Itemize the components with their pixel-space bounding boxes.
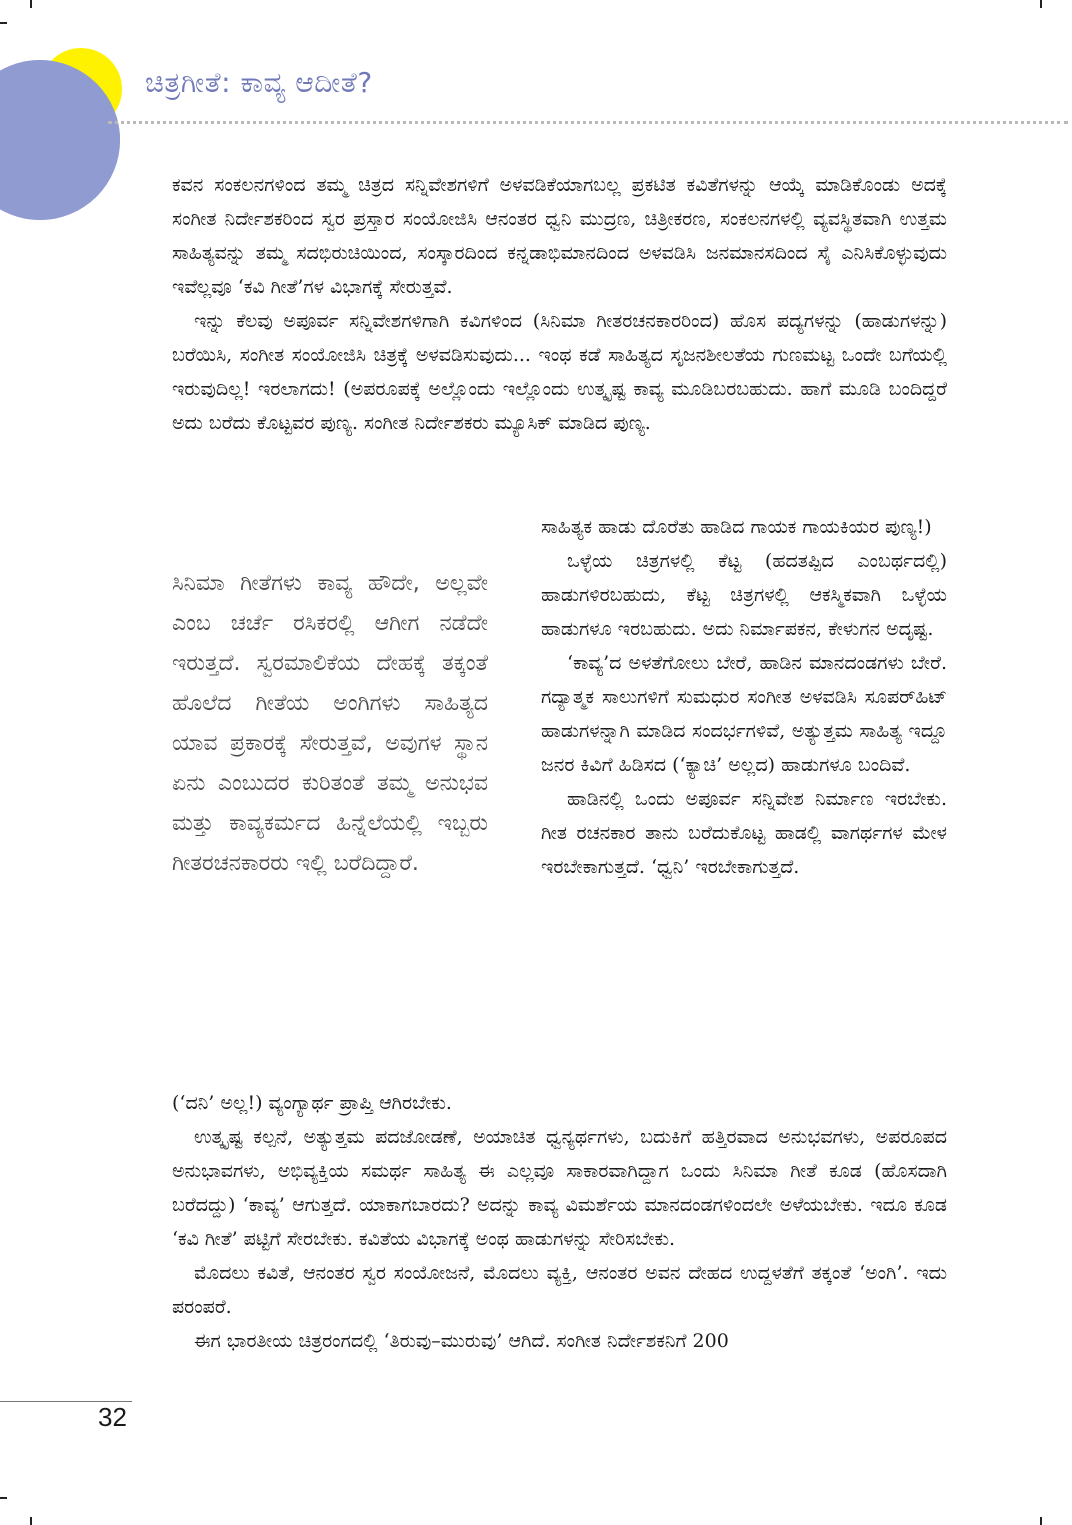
paragraph: ಒಳ್ಳೆಯ ಚಿತ್ರಗಳಲ್ಲಿ ಕೆಟ್ಟ (ಹದತಪ್ಪಿದ ಎಂಬರ್ಥದಲ್ಲಿ) ಹಾಡುಗಳಿರಬಹುದು, ಕೆಟ್ಟ ಚಿತ್ರಗಳಲ್ಲಿ ಆಕಸ್ಮಿಕವಾಗಿ ಒಳ್ಳೆಯ ಹಾಡುಗಳೂ ಇರಬಹುದು. ಅದು ನಿರ್ಮಾಪಕನ, ಕೇಳುಗನ ಅದೃಷ್ಟ. [541, 550, 947, 640]
dotted-divider [108, 121, 1068, 124]
paragraph: ‘ಕಾವ್ಯ’ದ ಅಳತೆಗೋಲು ಬೇರೆ, ಹಾಡಿನ ಮಾನದಂಡಗಳು ಬೇರೆ. ಗದ್ಯಾತ್ಮಕ ಸಾಲುಗಳಿಗೆ ಸುಮಧುರ ಸಂಗೀತ ಅಳವಡಿಸಿ ಸೂಪರ್‌ಹಿಟ್ ಹಾಡುಗಳನ್ನಾಗಿ ಮಾಡಿದ ಸಂದರ್ಭಗಳಿವೆ, ಅತ್ಯುತ್ತಮ ಸಾಹಿತ್ಯ ಇದ್ದೂ ಜನರ ಕಿವಿಗೆ ಹಿಡಿಸದ (‘ಕ್ಯಾಚಿ’ ಅಲ್ಲದ) ಹಾಡುಗಳೂ ಬಂದಿವೆ. [541, 652, 947, 776]
paragraph: ಹಾಡಿನಲ್ಲಿ ಒಂದು ಅಪೂರ್ವ ಸನ್ನಿವೇಶ ನಿರ್ಮಾಣ ಇರಬೇಕು. ಗೀತ ರಚನಕಾರ ತಾನು ಬರೆದುಕೊಟ್ಟ ಹಾಡಲ್ಲಿ ವಾಗರ್ಥಗಳ ಮೇಳ ಇರಬೇಕಾಗುತ್ತದೆ. ‘ಧ್ವನಿ’ ಇರಬೇಕಾಗುತ್ತದೆ. [541, 788, 947, 878]
crop-mark [30, 1517, 32, 1525]
crop-mark [0, 1497, 7, 1499]
paragraph: ಉತ್ಕೃಷ್ಟ ಕಲ್ಪನೆ, ಅತ್ಯುತ್ತಮ ಪದಜೋಡಣೆ, ಅಯಾಚಿತ ಧ್ವನ್ಯರ್ಥಗಳು, ಬದುಕಿಗೆ ಹತ್ತಿರವಾದ ಅನುಭವಗಳು, ಅಪರೂಪದ ಅನುಭಾವಗಳು, ಅಭಿವ್ಯಕ್ತಿಯ ಸಮರ್ಥ ಸಾಹಿತ್ಯ ಈ ಎಲ್ಲವೂ ಸಾಕಾರವಾಗಿದ್ದಾಗ ಒಂದು ಸಿನಿಮಾ ಗೀತೆ ಕೂಡ (ಹೊಸದಾಗಿ ಬರೆದದ್ದು) ‘ಕಾವ್ಯ’ ಆಗುತ್ತದೆ. ಯಾಕಾಗಬಾರದು? ಅದನ್ನು ಕಾವ್ಯ ವಿಮರ್ಶೆಯ ಮಾನದಂಡಗಳಿಂದಲೇ ಅಳೆಯಬೇಕು. ಇದೂ ಕೂಡ ‘ಕವಿ ಗೀತೆ’ ಪಟ್ಟಿಗೆ ಸೇರಬೇಕು. ಕವಿತೆಯ ವಿಭಾಗಕ್ಕೆ ಅಂಥ ಹಾಡುಗಳನ್ನು ಸೇರಿಸಬೇಕು. [172, 1126, 947, 1250]
decorative-blue-circle-front [0, 60, 120, 220]
crop-mark [1040, 0, 1042, 8]
crop-mark [1040, 1517, 1042, 1525]
paragraph: (‘ದನಿ’ ಅಲ್ಲ!) ವ್ಯಂಗ್ಯಾರ್ಥ ಪ್ರಾಪ್ತಿ ಆಗಿರಬೇಕು. [172, 1092, 452, 1114]
page-number: 32 [98, 1402, 127, 1432]
paragraph: ಈಗ ಭಾರತೀಯ ಚಿತ್ರರಂಗದಲ್ಲಿ ‘ತಿರುವು–ಮುರುವು’ ಆಗಿದೆ. ಸಂಗೀತ ನಿರ್ದೇಶಕನಿಗೆ 200 [194, 1330, 729, 1352]
right-column [541, 510, 947, 884]
bottom-text-block [172, 1086, 947, 1358]
paragraph: ಇನ್ನು ಕೆಲವು ಅಪೂರ್ವ ಸನ್ನಿವೇಶಗಳಿಗಾಗಿ ಕವಿಗಳಿಂದ (ಸಿನಿಮಾ ಗೀತರಚನಕಾರರಿಂದ) ಹೊಸ ಪದ್ಯಗಳನ್ನು (ಹಾಡುಗಳನ್ನು) ಬರೆಯಿಸಿ, ಸಂಗೀತ ಸಂಯೋಜಿಸಿ ಚಿತ್ರಕ್ಕೆ ಅಳವಡಿಸುವುದು... ಇಂಥ ಕಡೆ ಸಾಹಿತ್ಯದ ಸೃಜನಶೀಲತೆಯ ಗುಣಮಟ್ಟ ಒಂದೇ ಬಗೆಯಲ್ಲಿ ಇರುವುದಿಲ್ಲ! ಇರಲಾಗದು! (ಅಪರೂಪಕ್ಕೆ ಅಲ್ಲೊಂದು ಇಲ್ಲೊಂದು ಉತ್ಕೃಷ್ಟ ಕಾವ್ಯ ಮೂಡಿಬರಬಹುದು. ಹಾಗೆ ಮೂಡಿ ಬಂದಿದ್ದರೆ ಅದು ಬರೆದು ಕೊಟ್ಟವರ ಪುಣ್ಯ. ಸಂಗೀತ ನಿರ್ದೇಶಕರು ಮ್ಯೂಸಿಕ್ ಮಾಡಿದ ಪುಣ್ಯ. [172, 310, 947, 434]
page-title: ಚಿತ್ರಗೀತೆ: ಕಾವ್ಯ ಆದೀತೆ? [145, 66, 373, 99]
paragraph: ಕವನ ಸಂಕಲನಗಳಿಂದ ತಮ್ಮ ಚಿತ್ರದ ಸನ್ನಿವೇಶಗಳಿಗೆ ಅಳವಡಿಕೆಯಾಗಬಲ್ಲ ಪ್ರಕಟಿತ ಕವಿತೆಗಳನ್ನು ಆಯ್ಕೆ ಮಾಡಿಕೊಂಡು ಅದಕ್ಕೆ ಸಂಗೀತ ನಿರ್ದೇಶಕರಿಂದ ಸ್ವರ ಪ್ರಸ್ತಾರ ಸಂಯೋಜಿಸಿ ಆನಂತರ ಧ್ವನಿ ಮುದ್ರಣ, ಚಿತ್ರೀಕರಣ, ಸಂಕಲನಗಳಲ್ಲಿ ವ್ಯವಸ್ಥಿತವಾಗಿ ಉತ್ತಮ ಸಾಹಿತ್ಯವನ್ನು ತಮ್ಮ ಸದಭಿರುಚಿಯಿಂದ, ಸಂಸ್ಕಾರದಿಂದ ಕನ್ನಡಾಭಿಮಾನದಿಂದ ಅಳವಡಿಸಿ ಜನಮಾನಸದಿಂದ ಸೈ ಎನಿಸಿಕೊಳ್ಳುವುದು ಇವೆಲ್ಲವೂ ‘ಕವಿ ಗೀತೆ’ಗಳ ವಿಭಾಗಕ್ಕೆ ಸೇರುತ್ತವೆ. [172, 174, 947, 298]
paragraph: ಸಾಹಿತ್ಯಕ ಹಾಡು ದೊರೆತು ಹಾಡಿದ ಗಾಯಕ ಗಾಯಕಿಯರ ಪುಣ್ಯ!) [541, 516, 932, 538]
paragraph: ಮೊದಲು ಕವಿತೆ, ಆನಂತರ ಸ್ವರ ಸಂಯೋಜನೆ, ಮೊದಲು ವ್ಯಕ್ತಿ, ಆನಂತರ ಅವನ ದೇಹದ ಉದ್ದಳತೆಗೆ ತಕ್ಕಂತೆ ‘ಅಂಗಿ’. ಇದು ಪರಂಪರೆ. [172, 1262, 947, 1318]
decorative-circle-overlap [0, 0, 130, 230]
top-text-block [172, 168, 947, 440]
pull-quote: ಸಿನಿಮಾ ಗೀತೆಗಳು ಕಾವ್ಯ ಹೌದೇ, ಅಲ್ಲವೇ ಎಂಬ ಚರ್ಚೆ ರಸಿಕರಲ್ಲಿ ಆಗೀಗ ನಡೆದೇ ಇರುತ್ತದೆ. ಸ್ವರಮಾಲಿಕೆಯ ದೇಹಕ್ಕೆ ತಕ್ಕಂತೆ ಹೊಲೆದ ಗೀತೆಯ ಅಂಗಿಗಳು ಸಾಹಿತ್ಯದ ಯಾವ ಪ್ರಕಾರಕ್ಕೆ ಸೇರುತ್ತವೆ, ಅವುಗಳ ಸ್ಥಾನ ಏನು ಎಂಬುದರ ಕುರಿತಂತೆ ತಮ್ಮ ಅನುಭವ ಮತ್ತು ಕಾವ್ಯಕರ್ಮದ ಹಿನ್ನೆಲೆಯಲ್ಲಿ ಇಬ್ಬರು ಗೀತರಚನಕಾರರು ಇಲ್ಲಿ ಬರೆದಿದ್ದಾರೆ. [172, 571, 488, 876]
